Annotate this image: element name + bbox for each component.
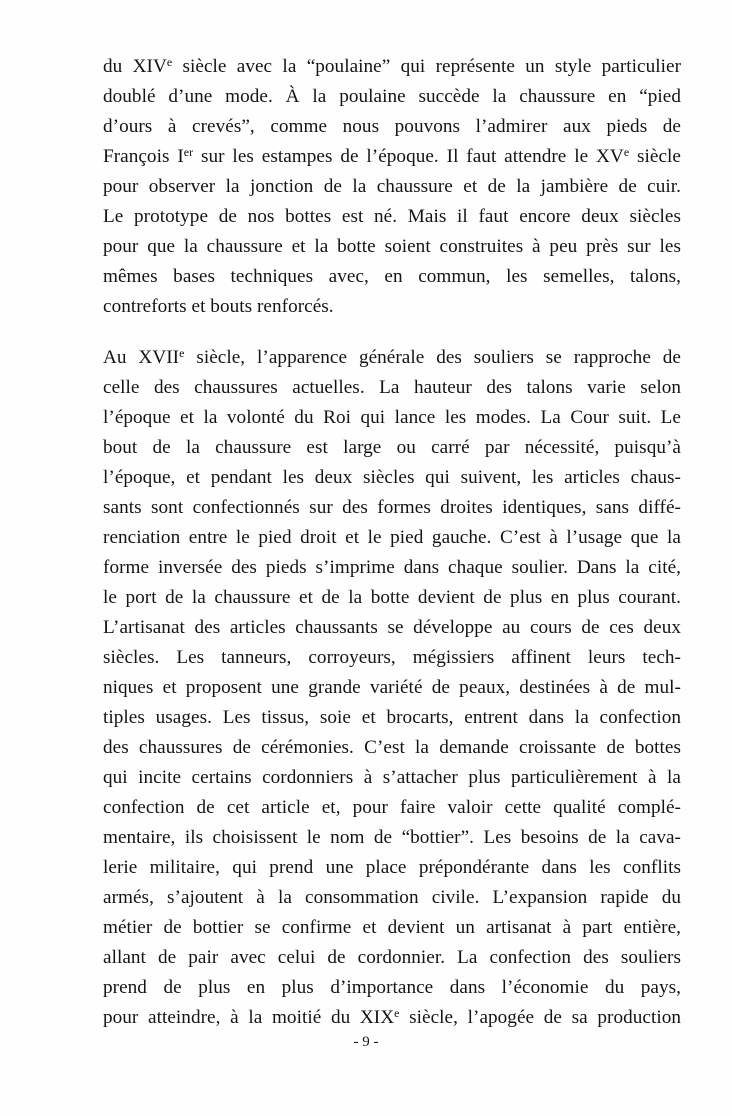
text-line: armés, s’ajoutent à la consommation civile. L’expansion rapide du (103, 887, 681, 908)
text-line: contreforts et bouts renforcés. (103, 296, 334, 317)
text-line: forme inversée des pieds s’imprime dans chaque soulier. Dans la cité, (103, 557, 681, 578)
text-line: pour atteindre, à la moitié du XIXe siècle, l’apogée de sa production (103, 1005, 682, 1028)
text-line: niques et proposent une grande variété de peaux, destinées à de mul- (103, 677, 681, 698)
text-line: pour que la chaussure et la botte soient construites à peu près sur les (103, 236, 681, 257)
text-line: des chaussures de cérémonies. C’est la demande croissante de bottes (103, 737, 681, 758)
text-line: du XIVe siècle avec la “poulaine” qui représente un style particulier (103, 54, 682, 77)
text-line: L’artisanat des articles chaussants se développe au cours de ces deux (103, 617, 681, 638)
text-line: siècles. Les tanneurs, corroyeurs, mégissiers affinent leurs tech- (103, 647, 681, 668)
text-line: métier de bottier se confirme et devient un artisanat à part entière, (103, 917, 681, 938)
text-line: renciation entre le pied droit et le pied gauche. C’est à l’usage que la (103, 527, 681, 548)
text-line: pour observer la jonction de la chaussure et de la jambière de cuir. (103, 176, 681, 197)
text-line: le port de la chaussure et de la botte devient de plus en plus courant. (103, 587, 681, 608)
page-body-text (103, 52, 681, 1033)
text-line: lerie militaire, qui prend une place prépondérante dans les conflits (103, 857, 681, 878)
text-line: l’époque, et pendant les deux siècles qui suivent, les articles chaus- (103, 467, 681, 488)
text-line: Le prototype de nos bottes est né. Mais il faut encore deux siècles (103, 206, 681, 227)
text-line: d’ours à crevés”, comme nous pouvons l’admirer aux pieds de (103, 116, 681, 137)
text-line: doublé d’une mode. À la poulaine succède la chaussure en “pied (103, 86, 681, 107)
text-line: celle des chaussures actuelles. La hauteur des talons varie selon (103, 377, 681, 398)
text-line: mentaire, ils choisissent le nom de “bottier”. Les besoins de la cava- (103, 827, 681, 848)
paragraph-1 (103, 52, 681, 322)
text-line: l’époque et la volonté du Roi qui lance les modes. La Cour suit. Le (103, 407, 681, 428)
text-line: mêmes bases techniques avec, en commun, les semelles, talons, (103, 266, 681, 287)
page-number: - 9 - (353, 1034, 379, 1050)
text-line: allant de pair avec celui de cordonnier. La confection des souliers (103, 947, 681, 968)
text-line: qui incite certains cordonniers à s’attacher plus particulièrement à la (103, 767, 681, 788)
text-line: tiples usages. Les tissus, soie et brocarts, entrent dans la confection (103, 707, 681, 728)
paragraph-2 (103, 343, 681, 1033)
text-line: Au XVIIe siècle, l’apparence générale des souliers se rapproche de (103, 345, 681, 368)
text-line: François Ier sur les estampes de l’époque. Il faut attendre le XVe siècle (103, 144, 682, 167)
text-line: bout de la chaussure est large ou carré par nécessité, puisqu’à (103, 437, 681, 458)
text-line: prend de plus en plus d’importance dans l’économie du pays, (103, 977, 681, 998)
text-line: confection de cet article et, pour faire valoir cette qualité complé- (103, 797, 681, 818)
text-line: sants sont confectionnés sur des formes droites identiques, sans diffé- (103, 497, 681, 518)
